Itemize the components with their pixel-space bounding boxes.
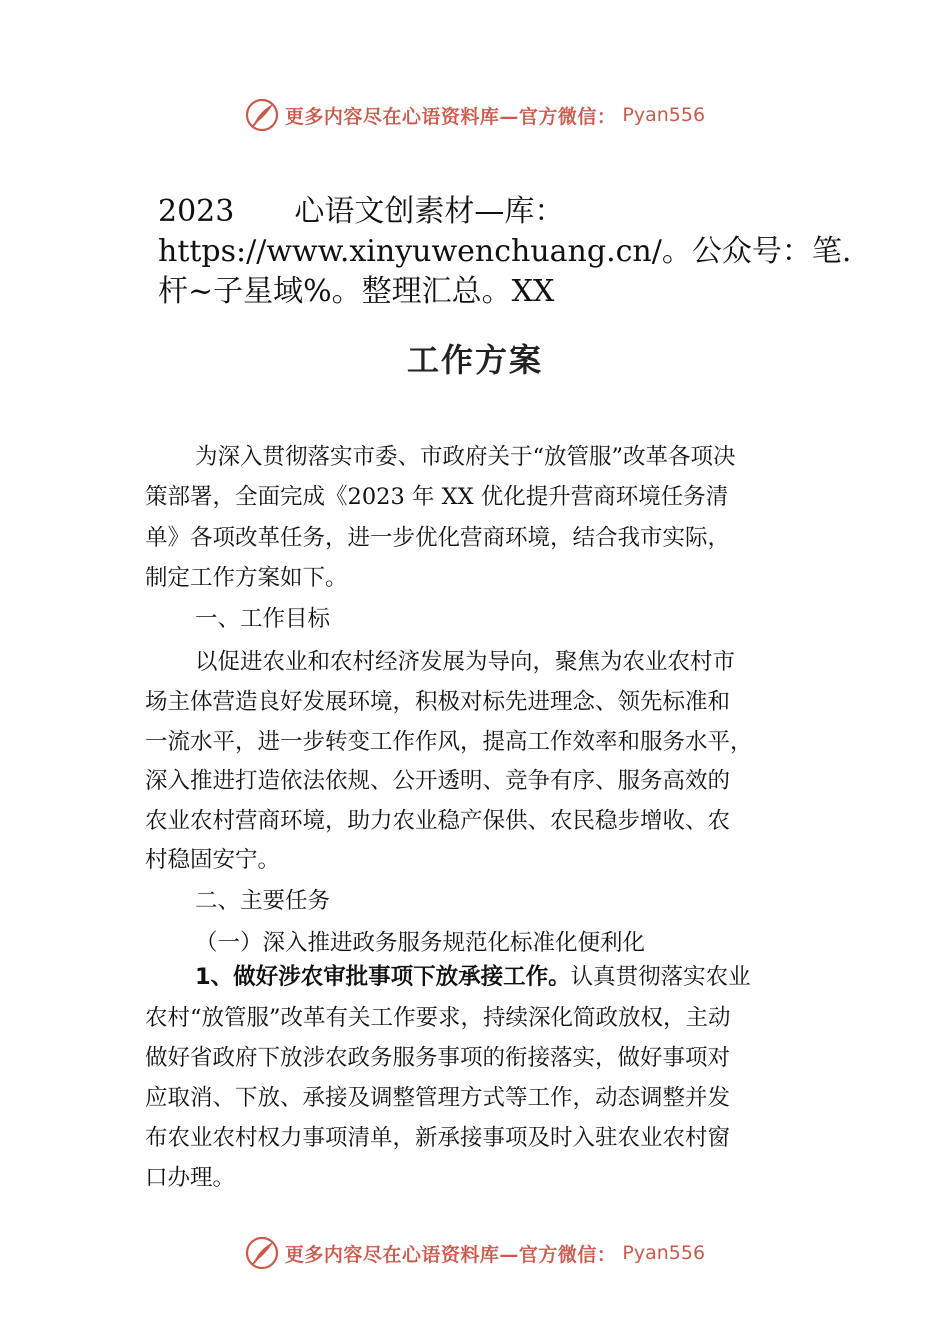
header-line-3: 杆~子星域%。整理汇总。XX	[158, 274, 555, 309]
section1-line-1: 以促进农业和农村经济发展为导向，聚焦为农业农村市	[195, 649, 736, 675]
banner-wechat-id: Pyan556	[622, 104, 706, 126]
intro-line-4: 制定工作方案如下。	[145, 565, 348, 591]
header-banner	[0, 95, 950, 135]
section1-line-5: 农业农村营商环境，助力农业稳产保供、农民稳步增收、农	[145, 808, 731, 834]
footer-banner	[0, 1233, 950, 1273]
section1-line-6: 村稳固安宁。	[145, 847, 281, 873]
item1-first-line-rest: 认真贯彻落实农业	[570, 964, 751, 990]
header-line-1: 2023 心语文创素材—库：	[158, 194, 565, 229]
item1-lead: 1、做好涉农审批事项下放承接工作。	[195, 964, 571, 990]
item1-line-5: 布农业农村权力事项清单，新承接事项及时入驻农业农村窗	[145, 1125, 731, 1151]
quill-logo-icon	[245, 98, 279, 132]
banner-text: 更多内容尽在心语资料库—官方微信：	[284, 105, 617, 128]
item1-line-6: 口办理。	[145, 1165, 236, 1191]
banner-text: 更多内容尽在心语资料库—官方微信：	[284, 1243, 617, 1266]
item1-line-1	[195, 957, 875, 997]
section1-heading: 一、工作目标	[195, 606, 331, 632]
item1-line-3: 做好省政府下放涉农政务服务事项的衔接落实，做好事项对	[145, 1045, 731, 1071]
intro-line-3: 单》各项改革任务，进一步优化营商环境，结合我市实际，	[145, 525, 731, 551]
header-line-2: https://www.xinyuwenchuang.cn/。公众号：笔.	[158, 234, 852, 269]
intro-line-1: 为深入贯彻落实市委、市政府关于“放管服”改革各项决	[195, 444, 736, 470]
item1-line-4: 应取消、下放、承接及调整管理方式等工作，动态调整并发	[145, 1085, 731, 1111]
intro-line-2: 策部署，全面完成《2023 年 XX 优化提升营商环境任务清	[145, 484, 729, 510]
section1-line-4: 深入推进打造依法依规、公开透明、竞争有序、服务高效的	[145, 768, 731, 794]
section1-line-3: 一流水平，进一步转变工作作风，提高工作效率和服务水平，	[145, 729, 753, 755]
document-title: 工作方案	[406, 341, 543, 379]
section1-line-2: 场主体营造良好发展环境，积极对标先进理念、领先标准和	[145, 689, 731, 715]
item1-line-2: 农村“放管服”改革有关工作要求，持续深化简政放权，主动	[145, 1005, 731, 1031]
section2-heading: 二、主要任务	[195, 888, 331, 914]
quill-logo-icon	[245, 1236, 279, 1270]
subsection1-heading: （一）深入推进政务服务规范化标准化便利化	[195, 930, 646, 956]
banner-wechat-id: Pyan556	[622, 1242, 706, 1264]
